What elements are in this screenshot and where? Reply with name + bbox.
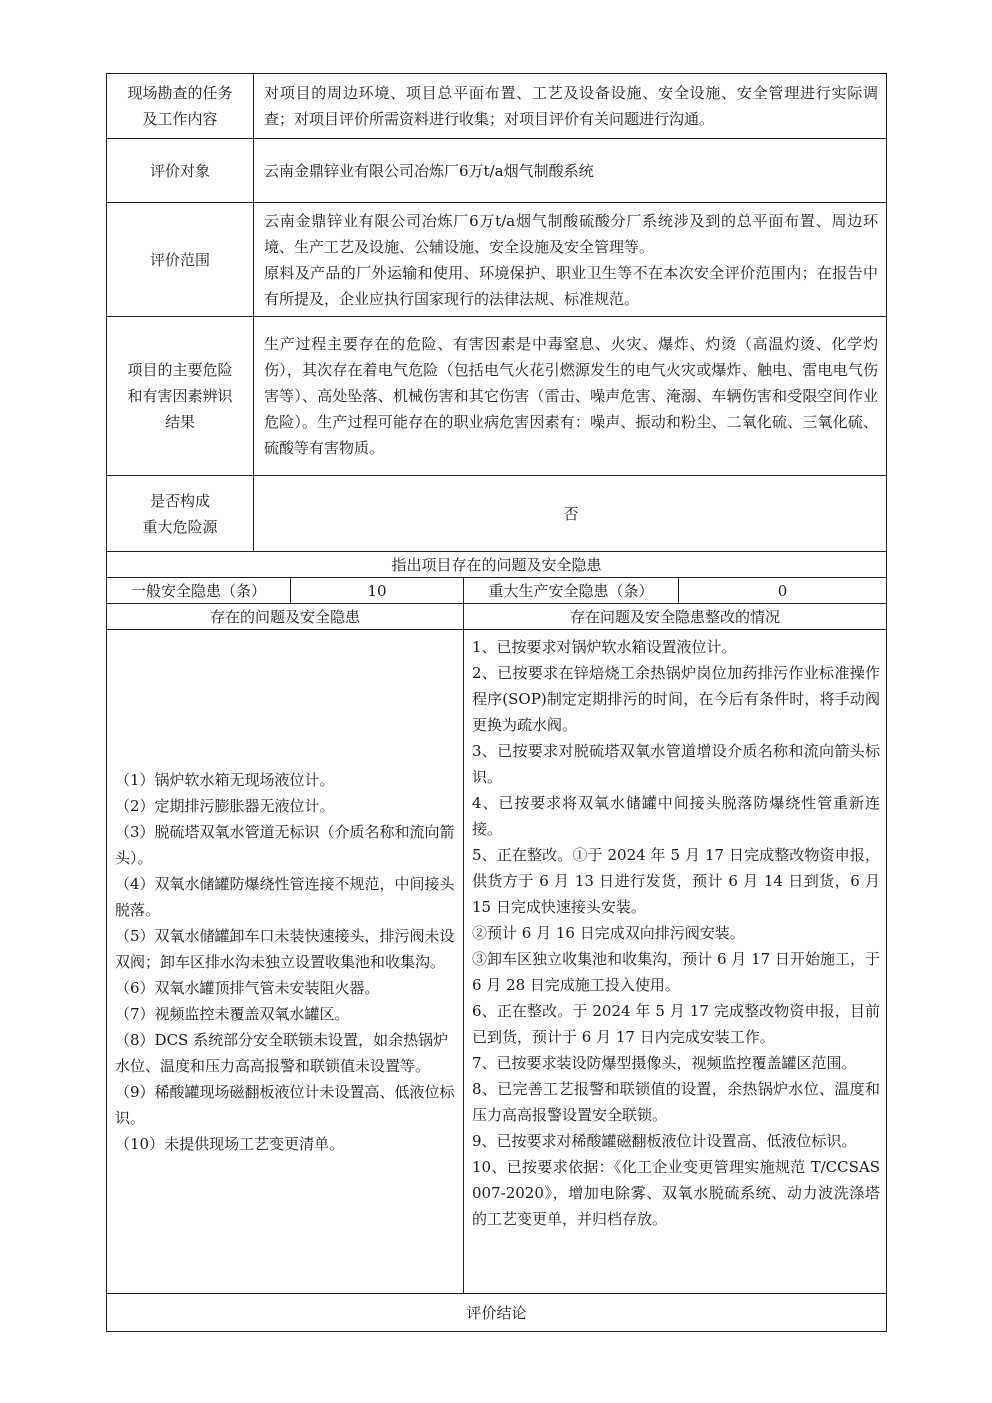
rectification-item: 4、已按要求将双氧水储罐中间接头脱落防爆绕性管重新连接。 [472, 794, 881, 838]
rectification-item: 9、已按要求对稀酸罐磁翻板液位计设置高、低液位标识。 [472, 1132, 857, 1150]
issues-section-title: 指出项目存在的问题及安全隐患 [107, 552, 887, 578]
problem-item: （7）视频监控未覆盖双氧水罐区。 [115, 1004, 350, 1023]
row-issues-title [107, 552, 887, 578]
problem-item: （6）双氧水罐顶排气管未安装阻火器。 [115, 978, 380, 997]
problem-item: （1）锅炉软水箱无现场液位计。 [115, 770, 335, 789]
object-label: 评价对象 [107, 139, 254, 203]
hazards-label-line-2: 和有害因素辨识 [127, 387, 233, 405]
problem-item: （8）DCS 系统部分安全联锁未设置，如余热锅炉水位、温度和压力高高报警和联锁值未设置等。 [115, 1030, 449, 1075]
evaluation-table [106, 73, 887, 1332]
major-hazard-count: 0 [679, 578, 887, 604]
problem-item: （2）定期排污膨胀器无液位计。 [115, 796, 335, 815]
rectifications-list [464, 630, 887, 1294]
hazards-label-line-1: 项目的主要危险 [127, 361, 233, 379]
major-hazard-label-line-2: 重大危险源 [142, 517, 218, 536]
major-hazard-label [107, 476, 254, 552]
problem-item: （4）双氧水储罐防爆绕性管连接不规范，中间接头脱落。 [115, 874, 455, 919]
rectification-item: 1、已按要求对锅炉软水箱设置液位计。 [472, 638, 737, 656]
problem-item: （5）双氧水储罐卸车口未装快速接头，排污阀未设双阀；卸车区排水沟未独立设置收集池和收集沟。 [115, 926, 455, 971]
rectification-item: 8、已完善工艺报警和联锁值的设置，余热锅炉水位、温度和压力高高报警设置安全联锁。 [472, 1080, 881, 1124]
rectification-item: 7、已按要求装设防爆型摄像头，视频监控覆盖罐区范围。 [472, 1054, 857, 1072]
task-label [107, 74, 254, 139]
general-hazard-label: 一般安全隐患（条） [107, 578, 291, 604]
row-issue-lists [107, 630, 887, 1294]
hazards-label [107, 317, 254, 476]
row-issue-counts [107, 578, 887, 604]
row-conclusion [107, 1294, 887, 1332]
general-hazard-count: 10 [291, 578, 464, 604]
row-object [107, 139, 887, 203]
rectification-item: 5、正在整改。①于 2024 年 5 月 17 日完成整改物资申报，供货方于 6 月 13 日进行发货，预计 6 月 14 日到货，6 月 15 日完成快速接头安装。 [472, 846, 881, 916]
row-major-hazard [107, 476, 887, 552]
major-hazard-label-line-1: 是否构成 [149, 491, 210, 510]
rectifications-column-header: 存在问题及安全隐患整改的情况 [464, 604, 887, 630]
row-column-headers [107, 604, 887, 630]
evaluation-form [106, 73, 886, 1332]
problems-list [107, 630, 464, 1294]
object-content: 云南金鼎锌业有限公司冶炼厂6万t/a烟气制酸系统 [254, 139, 887, 203]
problem-item: （3）脱硫塔双氧水管道无标识（介质名称和流向箭头）。 [115, 822, 455, 867]
scope-paragraph-1: 云南金鼎锌业有限公司冶炼厂6万t/a烟气制酸硫酸分厂系统涉及到的总平面布置、周边环境、生产工艺及设施、公辅设施、安全设施及安全管理等。 [264, 211, 879, 256]
task-label-line-1: 现场勘查的任务 [127, 84, 233, 102]
rectification-item: 6、正在整改。于 2024 年 5 月 17 完成整改物资申报，目前已到货，预计于 6 月 17 日内完成安装工作。 [472, 1002, 881, 1046]
rectification-item: 3、已按要求对脱硫塔双氧水管道增设介质名称和流向箭头标识。 [472, 742, 881, 786]
row-task [107, 74, 887, 139]
scope-paragraph-2: 原料及产品的厂外运输和使用、环境保护、职业卫生等不在本次安全评价范围内；在报告中有所提及，企业应执行国家现行的法律法规、标准规范。 [264, 263, 879, 308]
rectification-item: ②预计 6 月 16 日完成双向排污阀安装。 [472, 924, 745, 942]
scope-content [254, 203, 887, 317]
problem-item: （9）稀酸罐现场磁翻板液位计未设置高、低液位标识。 [115, 1082, 455, 1127]
rectification-item: ③卸车区独立收集池和收集沟，预计 6 月 17 日开始施工，于 6 月 28 日完成施工投入使用。 [472, 950, 881, 994]
task-content: 对项目的周边环境、项目总平面布置、工艺及设备设施、安全设施、安全管理进行实际调查；对项目评价所需资料进行收集；对项目评价有关问题进行沟通。 [254, 74, 887, 139]
problems-column-header: 存在的问题及安全隐患 [107, 604, 464, 630]
rectification-item: 10、已按要求依据：《化工企业变更管理实施规范 T/CCSAS 007-2020》，增加电除雾、双氧水脱硫系统、动力波洗涤塔的工艺变更单，并归档存放。 [472, 1158, 881, 1228]
problem-item: （10）未提供现场工艺变更清单。 [115, 1134, 345, 1153]
row-hazards [107, 317, 887, 476]
scope-label: 评价范围 [107, 203, 254, 317]
major-hazard-count-label: 重大生产安全隐患（条） [464, 578, 679, 604]
major-hazard-content: 否 [254, 476, 887, 552]
conclusion-title: 评价结论 [107, 1294, 887, 1332]
hazards-content: 生产过程主要存在的危险、有害因素是中毒窒息、火灾、爆炸、灼烫（高温灼烫、化学灼伤），其次存在着电气危险（包括电气火花引燃源发生的电气火灾或爆炸、触电、雷电电气伤害等）、高处坠落、机械伤害和其它伤害（雷击、噪声危害、淹溺、车辆伤害和受限空间作业危险）。生产过程可能存在的职业病危害因素有：噪声、振动和粉尘、二氧化硫、三氧化硫、硫酸等有害物质。 [254, 317, 887, 476]
task-label-line-2: 及工作内容 [142, 110, 218, 128]
rectification-item: 2、已按要求在锌焙烧工余热锅炉岗位加药排污作业标准操作程序(SOP)制定定期排污的时间，在今后有条件时，将手动阀更换为疏水阀。 [472, 664, 881, 734]
row-scope [107, 203, 887, 317]
hazards-label-line-3: 结果 [164, 413, 195, 431]
